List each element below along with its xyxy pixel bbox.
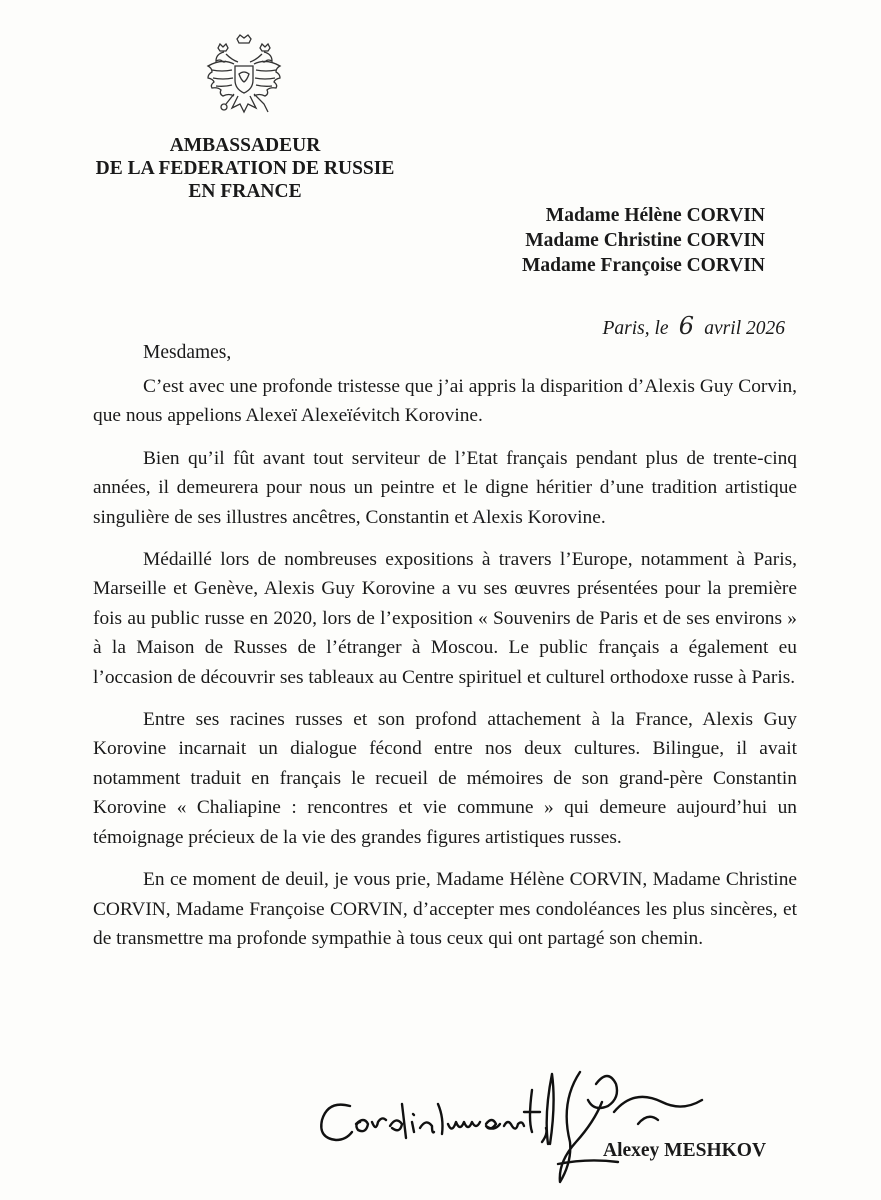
date-day-handwritten: 6 xyxy=(678,312,695,340)
recipient-1: Madame Hélène CORVIN xyxy=(545,205,765,226)
double-headed-eagle-emblem-icon xyxy=(204,34,284,118)
salutation: Mesdames, xyxy=(143,342,232,363)
paragraph-1: C’est avec une profonde tristesse que j’ai appris la disparition d’Alexis Guy Corvin, que nous appelions Alexeï Alexeïévitch Korovine. xyxy=(93,376,797,427)
sender-block xyxy=(70,134,420,203)
paragraph-5: En ce moment de deuil, je vous prie, Madame Hélène CORVIN, Madame Christine CORVIN, Madame Françoise CORVIN, d’accepter mes condoléances les plus sincères, et de transmettre ma profonde sympathie à tous ceux qui ont partagé son chemin. xyxy=(93,869,797,949)
sender-title-line-1: AMBASSADEUR xyxy=(169,135,321,156)
date-prefix: Paris, le xyxy=(602,318,669,339)
date-line xyxy=(602,312,785,340)
signer-name: Alexey MESHKOV xyxy=(603,1140,767,1161)
recipient-2: Madame Christine CORVIN xyxy=(525,230,765,251)
paragraph-2: Bien qu’il fût avant tout serviteur de l’Etat français pendant plus de trente-cinq années, il demeurera pour nous un peintre et le digne héritier d’une tradition artistique singulière de ses illustres ancêtres, Constantin et Alexis Korovine. xyxy=(93,447,797,528)
letter-body xyxy=(93,372,797,966)
recipients-block xyxy=(522,203,765,278)
recipient-3: Madame Françoise CORVIN xyxy=(521,255,765,276)
paragraph-3: Médaillé lors de nombreuses expositions à travers l’Europe, notamment à Paris, Marseille et Genève, Alexis Guy Korovine a vu ses œuvres présentées pour la première fois au public russe en 2020, lors de l’exposition « Souvenirs de Paris et de ses environs » à la Maison de Russes de l’étranger à Moscou. Le public français a également eu l’occasion de découvrir ses tableaux au Centre spirituel et culturel orthodoxe russe à Paris. xyxy=(93,549,797,688)
date-suffix: avril 2026 xyxy=(704,318,785,339)
sender-title-line-3: EN FRANCE xyxy=(188,181,302,202)
handwritten-closing-and-signature xyxy=(318,1064,718,1199)
paragraph-4: Entre ses racines russes et son profond attachement à la France, Alexis Guy Korovine incarnait un dialogue fécond entre nos deux cultures. Bilingue, il avait notamment traduit en français le recueil de mémoires de son grand-père Constantin Korovine « Chaliapine : rencontres et vie commune » qui demeure aujourd’hui un témoignage précieux de la vie des grandes figures artistiques russes. xyxy=(93,709,797,848)
sender-title-line-2: DE LA FEDERATION DE RUSSIE xyxy=(95,158,395,179)
